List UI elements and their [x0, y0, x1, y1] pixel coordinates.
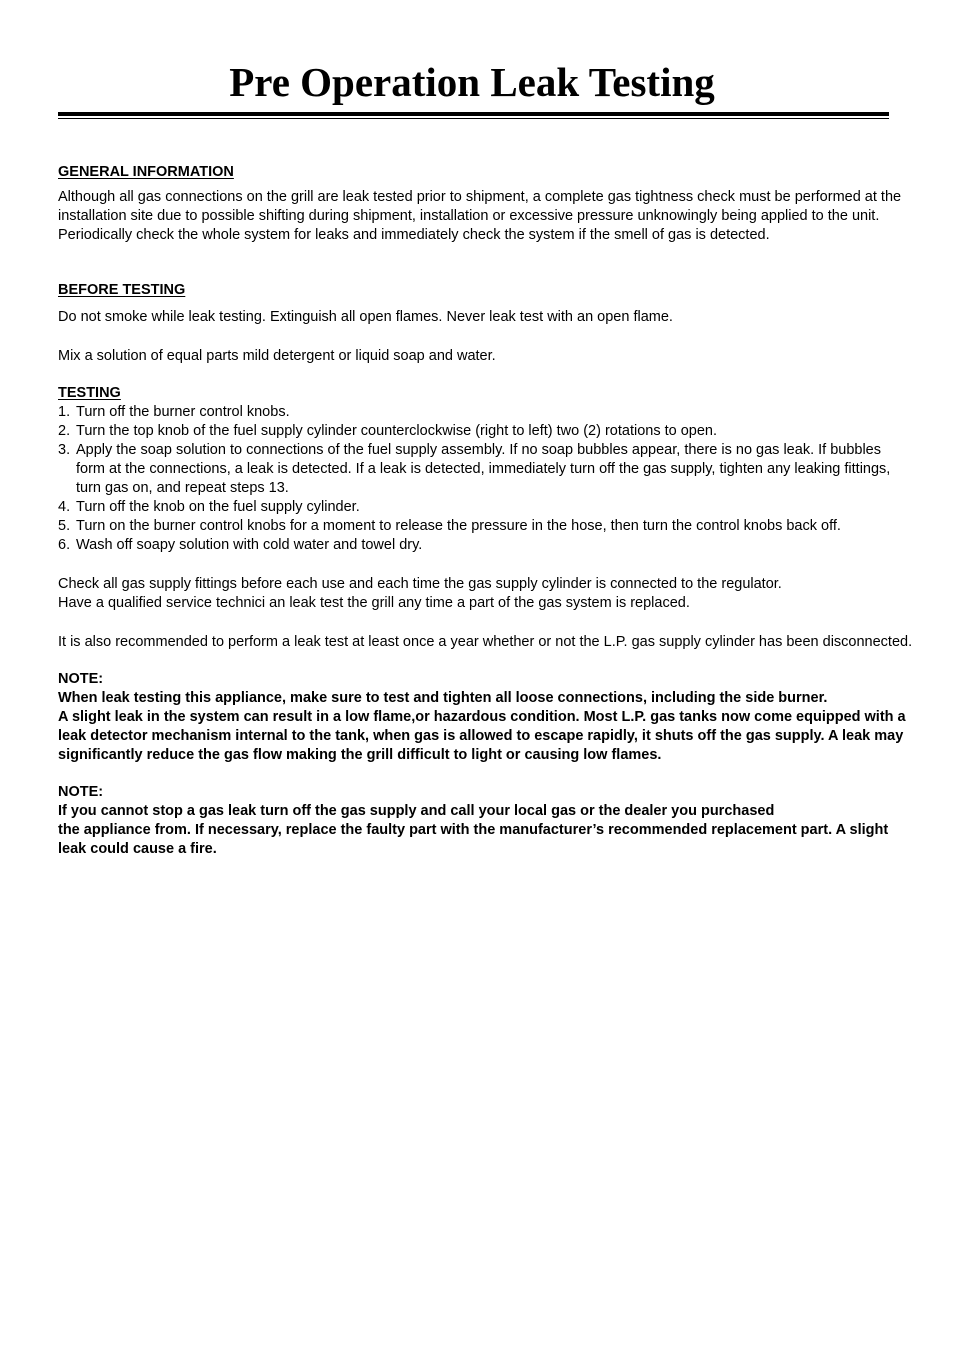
step-number: 3.	[58, 442, 71, 458]
step-text: Turn off the knob on the fuel supply cylinder.	[76, 499, 360, 515]
note-2	[58, 783, 914, 859]
title-rule-thin	[58, 118, 889, 119]
step-text: Turn off the burner control knobs.	[76, 404, 290, 420]
step-text: Turn the top knob of the fuel supply cylinder counterclockwise (right to left) two (2) rotations to open.	[76, 423, 718, 439]
list-item	[58, 498, 914, 517]
document-content	[58, 163, 914, 859]
note-1	[58, 670, 914, 765]
step-text: Apply the soap solution to connections of the fuel supply assembly. If no soap bubbles appear, there is no gas leak. If bubbles form at the connections, a leak is detected. If a leak is detected, immediately turn off the gas supply, tighten any leaking fittings, turn gas on, and repeat steps 13.	[76, 442, 891, 496]
step-number: 6.	[58, 537, 71, 553]
note-2-line-2: the appliance from. If necessary, replace the faulty part with the manufacturer’s recommended replacement part. A slight leak could cause a fire.	[58, 822, 889, 857]
list-item	[58, 536, 914, 555]
before-testing-text-1: Do not smoke while leak testing. Extinguish all open flames. Never leak test with an open flame.	[58, 309, 673, 325]
heading-testing: TESTING	[58, 385, 121, 401]
note-1-label: NOTE:	[58, 671, 104, 687]
step-text: Turn on the burner control knobs for a moment to release the pressure in the hose, then turn the control knobs back off.	[76, 518, 841, 534]
list-item	[58, 517, 914, 536]
step-number: 4.	[58, 499, 71, 515]
heading-before-testing: BEFORE TESTING	[58, 282, 186, 298]
section-before-testing	[58, 281, 914, 366]
check-fittings-text: Check all gas supply fittings before each use and each time the gas supply cylinder is connected to the regulator.	[58, 576, 782, 592]
list-item	[58, 403, 914, 422]
yearly-test-text: It is also recommended to perform a leak test at least once a year whether or not the L.P. gas supply cylinder has been disconnected.	[58, 634, 913, 650]
step-number: 5.	[58, 518, 71, 534]
list-item	[58, 422, 914, 441]
step-number: 2.	[58, 423, 71, 439]
step-text: Wash off soapy solution with cold water and towel dry.	[76, 537, 423, 553]
qualified-technician-text: Have a qualified service technici an leak test the grill any time a part of the gas system is replaced.	[58, 595, 690, 611]
step-number: 1.	[58, 404, 71, 420]
general-information-text: Although all gas connections on the grill are leak tested prior to shipment, a complete gas tightness check must be performed at the installation site due to possible shifting during shipment, installation or excessive pressure unknowingly being applied to the unit. Periodically check the whole system for leaks and immediately check the system if the smell of gas is detected.	[58, 189, 902, 243]
section-general-information	[58, 163, 914, 245]
note-1-line-1: When leak testing this appliance, make sure to test and tighten all loose connections, including the side burner.	[58, 690, 828, 706]
list-item	[58, 441, 914, 498]
page-title: Pre Operation Leak Testing	[229, 59, 715, 105]
testing-steps-list	[58, 403, 914, 555]
note-1-line-2: A slight leak in the system can result in a low flame,or hazardous condition. Most L.P. gas tanks now come equipped with a leak detector mechanism internal to the tank, when gas is allowed to escape rapidly, it shuts off the gas supply. A leak may significantly reduce the gas flow making the grill difficult to light or causing low flames.	[58, 709, 906, 763]
before-testing-text-2: Mix a solution of equal parts mild detergent or liquid soap and water.	[58, 348, 496, 364]
title-rule-thick	[58, 112, 889, 116]
note-2-label: NOTE:	[58, 784, 104, 800]
section-testing	[58, 384, 914, 652]
note-2-line-1: If you cannot stop a gas leak turn off the gas supply and call your local gas or the dealer you purchased	[58, 803, 775, 819]
heading-general-information: GENERAL INFORMATION	[58, 164, 234, 180]
